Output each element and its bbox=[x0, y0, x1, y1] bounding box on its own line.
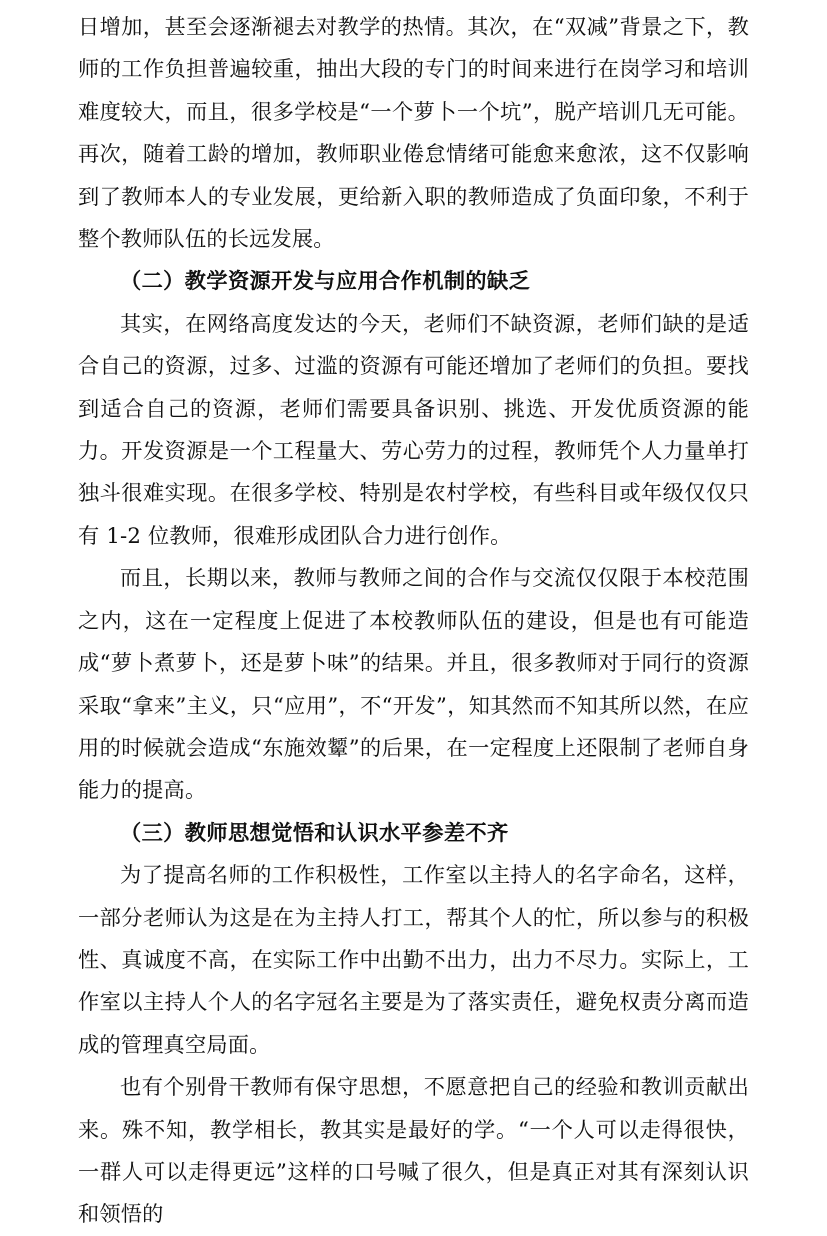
heading-section-two: （二）教学资源开发与应用合作机制的缺乏 bbox=[120, 268, 531, 294]
paragraph-resource-abundance: 其实，在网络高度发达的今天，老师们不缺资源，老师们缺的是适合自己的资源，过多、过滥的资源有可能还增加了老师们的负担。要找到适合自己的资源，老师们需要具备识别、挑选、开发优质资源的能力。开发资源是一个工程量大、劳心劳力的过程，教师凭个人力量单打独斗很难实现。在很多学校、特别是农村学校，有些科目或年级仅仅只有 1-2 位教师，很难形成团队合力进行创作。 bbox=[78, 310, 749, 548]
document-body bbox=[78, 6, 749, 1236]
paragraph-conservative-teachers: 也有个别骨干教师有保守思想，不愿意把自己的经验和教训贡献出来。殊不知，教学相长，教其实是最好的学。“一个人可以走得很快，一群人可以走得更远”这样的口号喊了很久，但是真正对其有深刻认识和领悟的 bbox=[78, 1074, 749, 1227]
paragraph-cooperation-limits: 而且，长期以来，教师与教师之间的合作与交流仅仅限于本校范围之内，这在一定程度上促进了本校教师队伍的建设，但是也有可能造成“萝卜煮萝卜，还是萝卜味”的结果。并且，很多教师对于同行的资源采取“拿来”主义，只“应用”，不“开发”，知其然而不知其所以然，在应用的时候就会造成“东施效颦”的后果，在一定程度上还限制了老师自身能力的提高。 bbox=[78, 565, 749, 803]
paragraph-teacher-burnout: 日增加，甚至会逐渐褪去对教学的热情。其次，在“双减”背景之下，教师的工作负担普遍较重，抽出大段的专门的时间来进行在岗学习和培训难度较大，而且，很多学校是“一个萝卜一个坑”，脱产培训几无可能。再次，随着工龄的增加，教师职业倦怠情绪可能愈来愈浓，这不仅影响到了教师本人的专业发展，更给新入职的教师造成了负面印象，不利于整个教师队伍的长远发展。 bbox=[78, 14, 749, 252]
paragraph-studio-naming: 为了提高名师的工作积极性，工作室以主持人的名字命名，这样，一部分老师认为这是在为主持人打工，帮其个人的忙，所以参与的积极性、真诚度不高，在实际工作中出勤不出力，出力不尽力。实际上，工作室以主持人个人的名字冠名主要是为了落实责任，避免权责分离而造成的管理真空局面。 bbox=[78, 862, 749, 1057]
heading-section-three: （三）教师思想觉悟和认识水平参差不齐 bbox=[120, 819, 509, 845]
